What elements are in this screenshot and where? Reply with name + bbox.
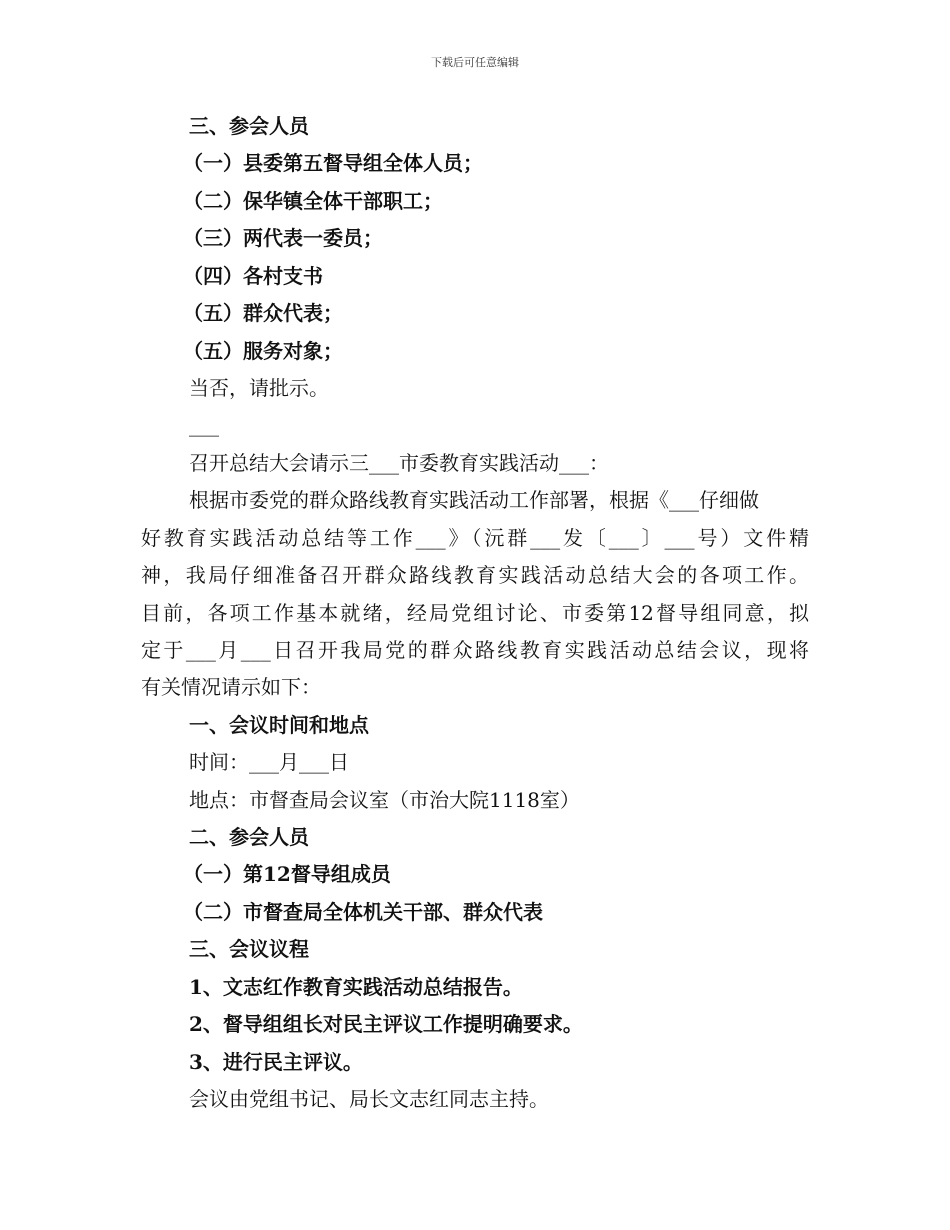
attendee-item: （四）各村支书 [183, 264, 323, 288]
section-heading-agenda: 三、会议议程 [189, 937, 309, 961]
paragraph-line: 定于___月___日召开我局党的群众路线教育实践活动总结会议，现将 [141, 638, 809, 662]
paragraph-line: 神，我局仔细准备召开群众路线教育实践活动总结大会的各项工作。 [141, 563, 809, 587]
document-title: 召开总结大会请示三___市委教育实践活动___： [189, 451, 609, 475]
page-header: 下载后可任意编辑 [431, 56, 519, 69]
closing-request: 当否，请批示。 [189, 376, 329, 400]
agenda-item: 1、文志红作教育实践活动总结报告。 [189, 975, 523, 999]
paragraph-line: 根据市委党的群众路线教育实践活动工作部署，根据《___仔细做 [189, 488, 759, 512]
paragraph-line: 好教育实践活动总结等工作___》（沅群___发〔___〕___号）文件精 [141, 526, 809, 550]
attendee-item: （三）两代表一委员； [183, 226, 383, 250]
blank-line: ___ [189, 413, 219, 437]
attendee-item: （二）市督查局全体机关干部、群众代表 [183, 900, 543, 924]
section-heading-attendees-2: 二、参会人员 [189, 825, 309, 849]
meeting-time: 时间：___月___日 [189, 750, 349, 774]
meeting-host: 会议由党组书记、局长文志红同志主持。 [189, 1087, 549, 1111]
attendee-item: （一）第12督导组成员 [183, 862, 391, 886]
section-heading-time-place: 一、会议时间和地点 [189, 713, 369, 737]
meeting-place: 地点：市督查局会议室（市治大院1118室） [189, 788, 580, 812]
attendee-item: （五）群众代表； [183, 301, 343, 325]
attendee-item: （五）服务对象； [183, 339, 343, 363]
agenda-item: 3、进行民主评议。 [189, 1050, 363, 1074]
paragraph-line: 目前，各项工作基本就绪，经局党组讨论、市委第12督导组同意，拟 [141, 601, 809, 625]
paragraph-line: 有关情况请示如下： [141, 675, 321, 699]
section-heading-attendees: 三、参会人员 [189, 114, 309, 138]
agenda-item: 2、督导组组长对民主评议工作提明确要求。 [189, 1012, 583, 1036]
attendee-item: （二）保华镇全体干部职工； [183, 189, 443, 213]
attendee-item: （一）县委第五督导组全体人员； [183, 151, 483, 175]
